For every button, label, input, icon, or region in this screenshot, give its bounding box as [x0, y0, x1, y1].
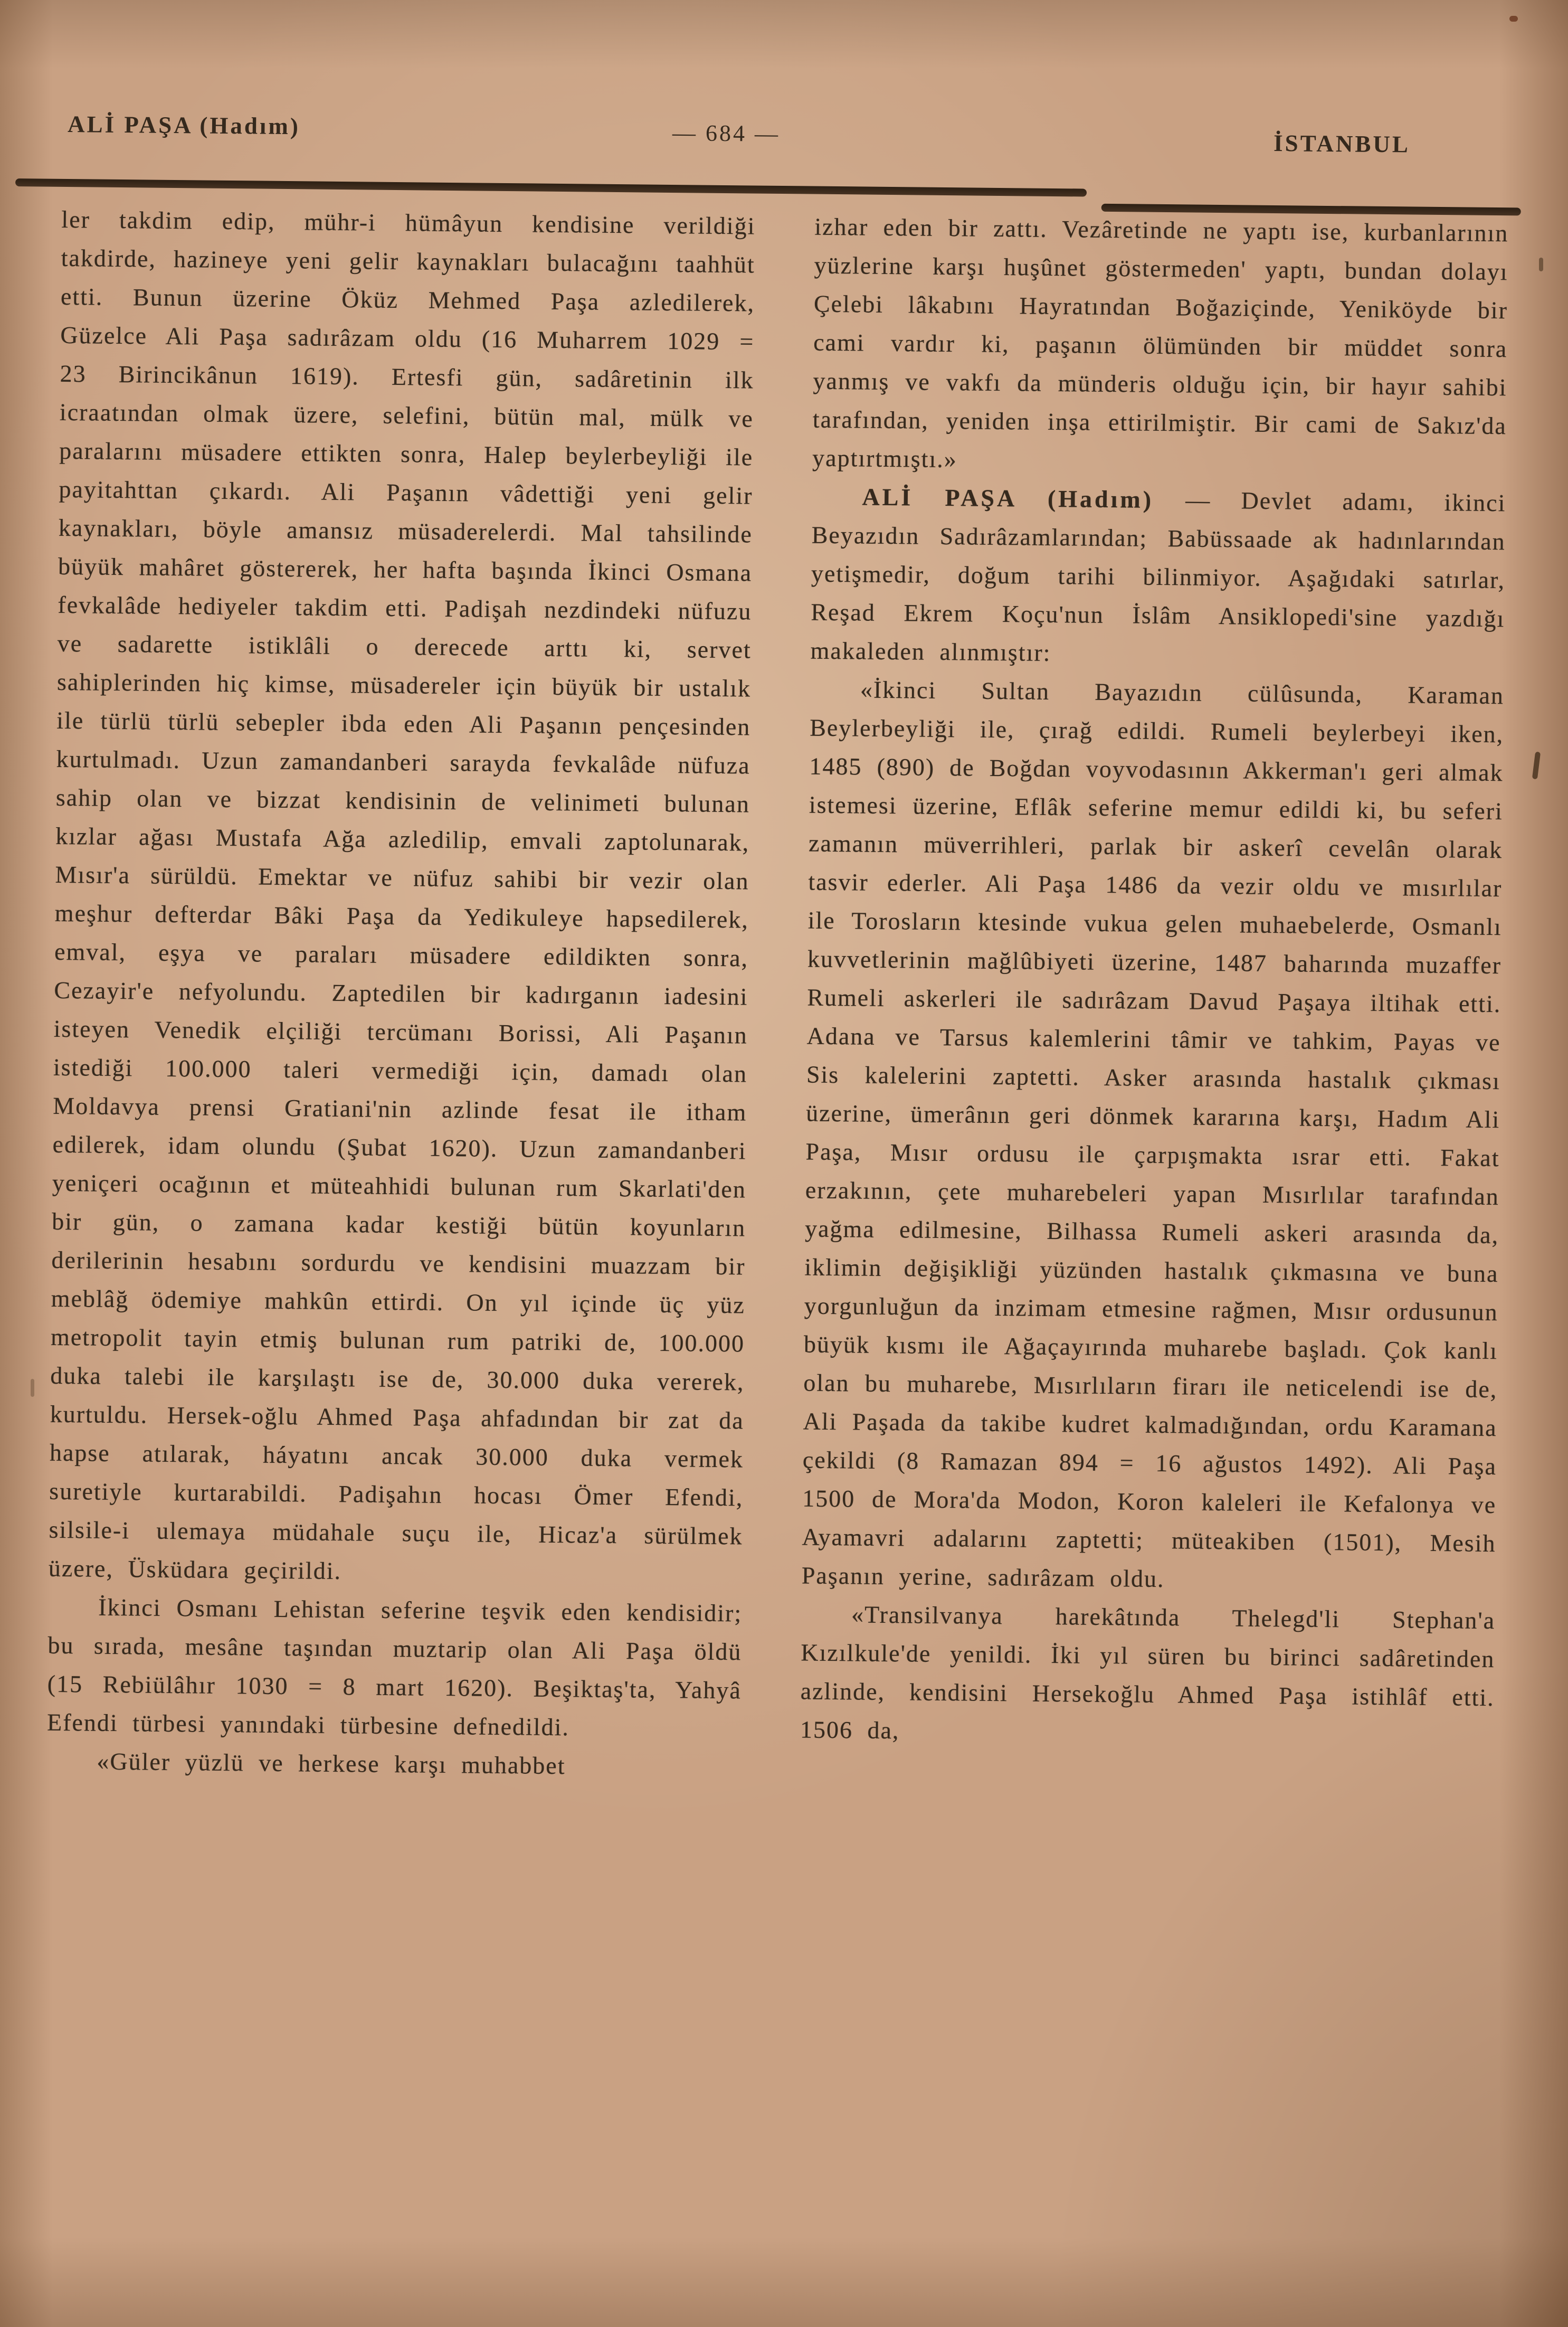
header-rule-left: [15, 178, 1087, 196]
paragraph: ALİ PAŞA (Hadım) — Devlet adamı, ikinci Beyazıdın Sadırâzamlarından; Babüssaade ak hadınlarından yetişmedir, doğum tarihi bilinmiyor. Aşağıdaki satırlar, Reşad Ekrem Koçu'nun İslâm Ansiklopedi'sine yazdığı makaleden alınmıştır:: [810, 483, 1506, 666]
running-head-right: İSTANBUL: [1273, 129, 1411, 158]
right-column: [800, 207, 1509, 1794]
scan-blemish: [1539, 258, 1543, 271]
running-head-left: ALİ PAŞA (Hadım): [67, 111, 301, 140]
scan-blemish: [31, 1379, 34, 1397]
page-header: [0, 110, 1568, 162]
paragraph: İkinci Osmanı Lehistan seferine teşvik eden kendisidir; bu sırada, mesâne taşından muztarip olan Ali Paşa öldü (15 Rebiülâhır 1030 = 8 mart 1620). Beşiktaş'ta, Yahyâ Efendi türbesi yanındaki türbesine defnedildi.: [46, 1593, 743, 1741]
left-column: [46, 200, 756, 1786]
text-columns: [46, 200, 1509, 1794]
scan-blemish: [1532, 752, 1541, 780]
scan-blemish: [1509, 16, 1518, 22]
paragraph: izhar eden bir zattı. Vezâretinde ne yaptı ise, kurbanlarının yüzlerine karşı huşûnet göstermeden' yaptı, bundan dolayı Çelebi lâkabını Hayratından Boğaziçinde, Yeniköyde bir cami vardır ki, paşanın ölümünden bir müddet sonra yanmış ve vakfı da münderis olduğu için, bir hayır sahibi tarafından, yeniden inşa ettirilmiştir. Bir cami de Sakız'da yaptırtmıştı.»: [812, 213, 1509, 473]
scan-sheet: [2, 0, 1568, 1780]
paragraph: «Güler yüzlü ve herkese karşı muhabbet: [97, 1747, 566, 1780]
paragraph: «İkinci Sultan Bayazıdın cülûsunda, Karaman Beylerbeyliği ile, çırağ edildi. Rumeli beylerbeyi iken, 1485 (890) de Boğdan voyvodasının Akkerman'ı geri almak istemesi üzerine, Eflâk seferine memur edildi ki, bu seferi zamanın müverrihleri, parlak bir askerî cevelân olarak tasvir ederler. Ali Paşa 1486 da vezir oldu ve mısırlılar ile Torosların ktesinde vukua gelen muhaebelerde, Osmanlı kuvvetlerinin mağlûbiyeti üzerine, 1487 baharında muzaffer Rumeli askerleri ile sadırâzam Davud Paşaya iltihak etti. Adana ve Tarsus kalemlerini tâmir ve tahkim, Payas ve Sis kalelerini zaptetti. Asker arasında hastalık çıkması üzerine, ümerânın geri dönmek kararına karşı, Hadım Ali Paşa, Mısır ordusu ile çarpışmakta ısrar etti. Fakat erzakının, çete muharebeleri yapan Mısırlılar tarafından yağma edilmesine, Bilhassa Rumeli askeri arasında da, iklimin değişikliği yüzünden hastalık çıkmasına ve buna yorgunluğun da inzimam etmesine rağmen, Mısır ordusunun büyük kısmı ile Ağaçayırında muharebe başladı. Çok kanlı olan bu muharebe, Mısırlıların firarı ile neticelendi ise de, Ali Paşada da takibe kudret kalmadığından, ordu Karamana çekildi (8 Ramazan 894 = 16 ağustos 1492). Ali Paşa 1500 de Mora'da Modon, Koron kaleleri ile Kefalonya ve Ayamavri adalarını zaptetti; müteakiben (1501), Mesih Paşanın yerine, sadırâzam oldu.: [801, 676, 1505, 1593]
paragraph: «Transilvanya harekâtında Thelegd'li Stephan'a Kızılkule'de yenildi. İki yıl süren bu birinci sadâretinden azlinde, kendisini Hersekoğlu Ahmed Paşa istihlâf etti. 1506 da,: [800, 1601, 1496, 1744]
paragraph: ler takdim edip, mühr-i hümâyun kendisine verildiği takdirde, hazineye yeni gelir kaynakları bulacağını taahhüt etti. Bunun üzerine Öküz Mehmed Paşa azledilerek, Güzelce Ali Paşa sadırâzam oldu (16 Muharrem 1029 = 23 Birincikânun 1619). Ertesfi gün, sadâretinin ilk icraatından olmak üzere, selefini, bütün mal, mülk ve paralarını müsadere ettikten sonra, Halep beylerbeyliği ile payitahttan çıkardı. Ali Paşanın vâdettiği yeni gelir kaynakları, böyle amansız müsaderelerdi. Mal tahsilinde büyük mahâret göstererek, her hafta başında İkinci Osmana fevkalâde hediyeler takdim etti. Padişah nezdindeki nüfuzu ve sadarette istiklâli o derecede arttı ki, servet sahiplerinden hiç kimse, müsadereler için büyük bir ustalık ile türlü türlü sebepler ibda eden Ali Paşanın pençesinden kurtulmadı. Uzun zamandanberi sarayda fevkalâde nüfuza sahip olan ve bizzat kendisinin de velinimeti bulunan kızlar ağası Mustafa Ağa azledilip, emvali zaptolunarak, Mısır'a sürüldü. Emektar ve nüfuz sahibi bir vezir olan meşhur defterdar Bâki Paşa da Yedikuleye hapsedilerek, emval, eşya ve paraları müsadere edildikten sonra, Cezayir'e nefyolundu. Zaptedilen bir kadırganın iadesini isteyen Venedik elçiliği tercümanı Borissi, Ali Paşanın istediği 100.000 taleri vermediği için, damadı olan Moldavya prensi Gratiani'nin azlinde fesat ile itham edilerek, idam olundu (Şubat 1620). Uzun zamandanberi yeniçeri ocağının et müteahhidi bulunan rum Skarlati'den bir gün, o zamana kadar kestiği bütün koyunların derilerinin hesabını sordurdu ve kendisini muazzam bir meblâğ ödemiye mahkûn ettirdi. On yıl içinde üç yüz metropolit tayin etmiş bulunan rum patriki de, 100.000 duka talebi ile karşılaştı ise de, 30.000 duka vererek, kurtuldu. Hersek-oğlu Ahmed Paşa ahfadından bir zat da hapse atılarak, háyatını ancak 30.000 duka vermek suretiyle kurtarabildi. Padişahın hocası Ömer Efendi, silsile-i ulemaya müdahale suçu ile, Hicaz'a sürülmek üzere, Üsküdara geçirildi.: [48, 205, 756, 1585]
entry-heading: ALİ PAŞA (Hadım): [862, 483, 1186, 514]
page-number: — 684 —: [672, 120, 781, 147]
